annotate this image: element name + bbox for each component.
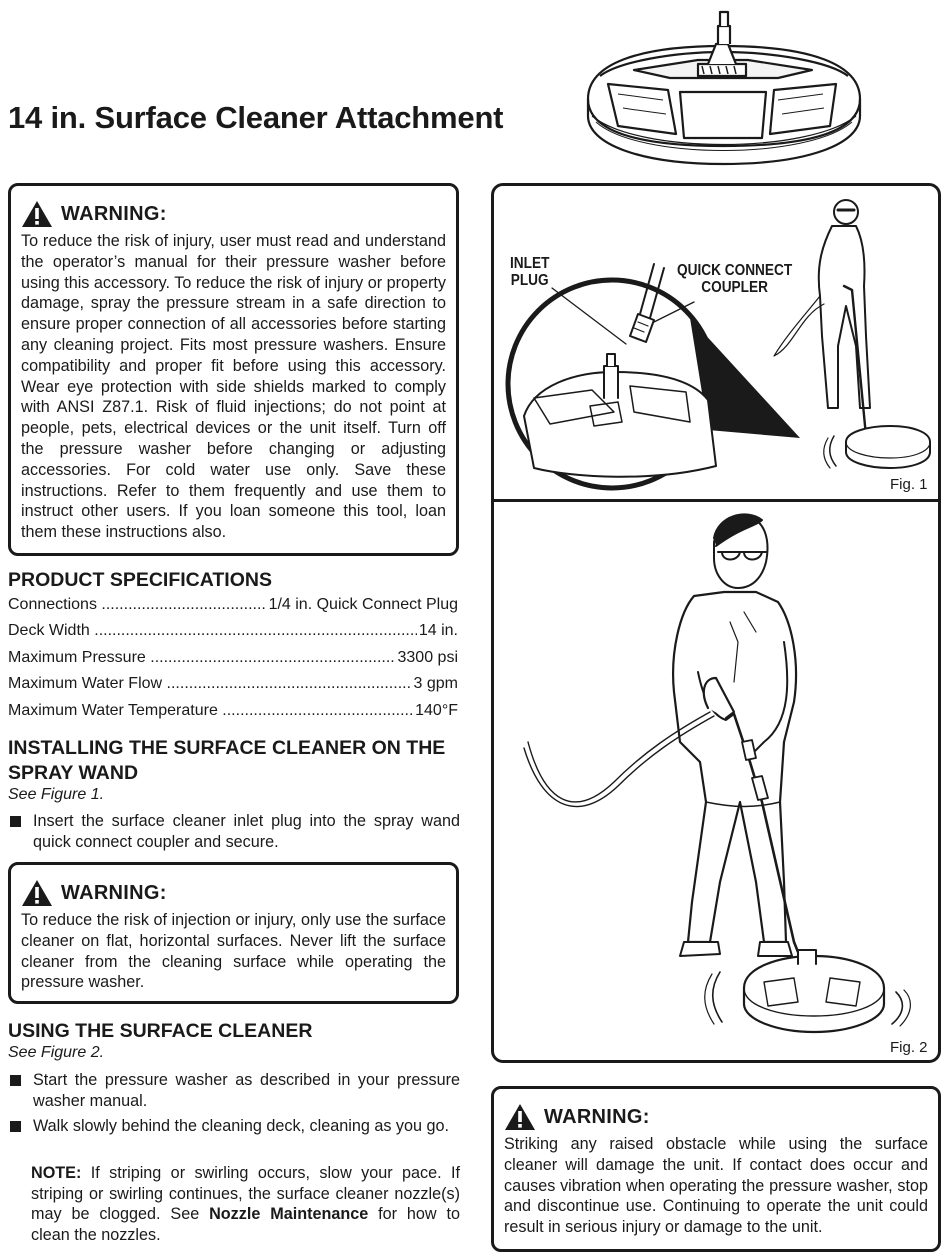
callout-inlet-line-2: PLUG [510,272,549,289]
warning-heading: WARNING: [544,1105,650,1128]
figure-1-label: Fig. 1 [890,476,928,493]
callout-coupler-line-2: COUPLER [701,279,768,296]
warning-box-flat-surfaces [8,862,459,1004]
figure-2-label: Fig. 2 [890,1039,928,1056]
list-item [8,1116,460,1137]
see-figure-1: See Figure 1. [8,786,105,803]
spec-label: Maximum Water Flow ..... [8,675,412,693]
warning-text: Striking any raised obstacle while using the surface cleaner will damage the unit. If contact does occur and causes vibration when operating the pressure washer, stop and discontinue use. Continuing to operate the unit could result in serious injury or damage to the unit. [504,1135,928,1237]
bullet-square-icon [10,1121,21,1132]
bullet-square-icon [10,1075,21,1086]
callout-coupler-line-1: QUICK CONNECT [677,262,793,279]
warning-text: To reduce the risk of injury, user must read and understand the operator’s manual for their pressure washer before using this accessory. To reduce the risk of injury or property damage, spray the pressure stream in a safe direction to ensure proper connection of all accessories before starting any cleaning project. Fits most pressure washers. Ensure compatibility and proper fit before using this accessory. Wear eye protection with side shields marked to comply with ANSI Z87.1. Risk of fluid injections; do not point at people, pets, electrical devices or the unit itself. Turn off the pressure washer before changing or adjusting accessories. For cold water use only. Save these instructions. Refer to them frequently and use them to instruct other users. If you loan someone this tool, loan them these instructions also. [21,232,446,542]
spec-value: 14 in. [418,622,458,640]
spec-row [8,596,458,622]
spec-value: 1/4 in. Quick Connect Plug [268,596,458,613]
spec-label: Connections ..... [8,596,267,614]
bullet-text: Start the pressure washer as described in your pressure washer manual. [33,1071,460,1110]
warning-triangle-icon [21,200,53,228]
surface-cleaner-illustration [578,4,868,176]
using-heading: USING THE SURFACE CLEANER [8,1020,313,1042]
spec-row [8,622,458,648]
spec-row [8,675,458,701]
bullet-text: Walk slowly behind the cleaning deck, cleaning as you go. [33,1117,450,1135]
warning-text: To reduce the risk of injection or injury, only use the surface cleaner on flat, horizontal surfaces. Never lift the surface cleaner from the cleaning surface while operating the pressure washer. [21,911,446,992]
warning-box-obstacles [491,1086,941,1252]
spec-label: Maximum Water Temperature ..... [8,702,413,720]
note-paragraph [31,1163,460,1245]
list-item [8,811,460,852]
warning-box-injury [8,183,459,556]
list-item [8,1070,460,1111]
warning-triangle-icon [21,879,53,907]
note-text: If striping or swirling occurs, slow your pace. If striping or swirling continues, the surface cleaner nozzle(s) may be clogged. See [31,1164,460,1223]
specs-heading: PRODUCT SPECIFICATIONS [8,569,272,591]
callout-inlet-line-1: INLET [510,255,550,272]
note-text-end: for how to clean the nozzles. [31,1205,460,1244]
warning-triangle-icon [504,1103,536,1131]
figure-1-drawing [494,186,938,496]
figure-2-drawing [494,502,938,1042]
figure-frame [491,183,941,1063]
warning-heading: WARNING: [61,881,167,904]
specs-list [8,596,458,728]
note-label: NOTE: [31,1164,82,1182]
spec-value: 140°F [415,701,458,719]
spec-row [8,649,458,675]
installing-heading: INSTALLING THE SURFACE CLEANER ON THE SPRAY WAND [8,737,446,784]
note-reference: Nozzle Maintenance [209,1205,369,1223]
bullet-square-icon [10,816,21,827]
spec-value: 3 gpm [413,675,458,693]
spec-row [8,702,458,728]
bullet-text: Insert the surface cleaner inlet plug into the spray wand quick connect coupler and secure. [33,812,460,851]
page-title: 14 in. Surface Cleaner Attachment [8,100,504,135]
spec-value: 3300 psi [397,648,458,666]
spec-label: Deck Width ..... [8,622,417,640]
see-figure-2: See Figure 2. [8,1044,105,1061]
warning-heading: WARNING: [61,202,167,225]
spec-label: Maximum Pressure ..... [8,649,396,667]
